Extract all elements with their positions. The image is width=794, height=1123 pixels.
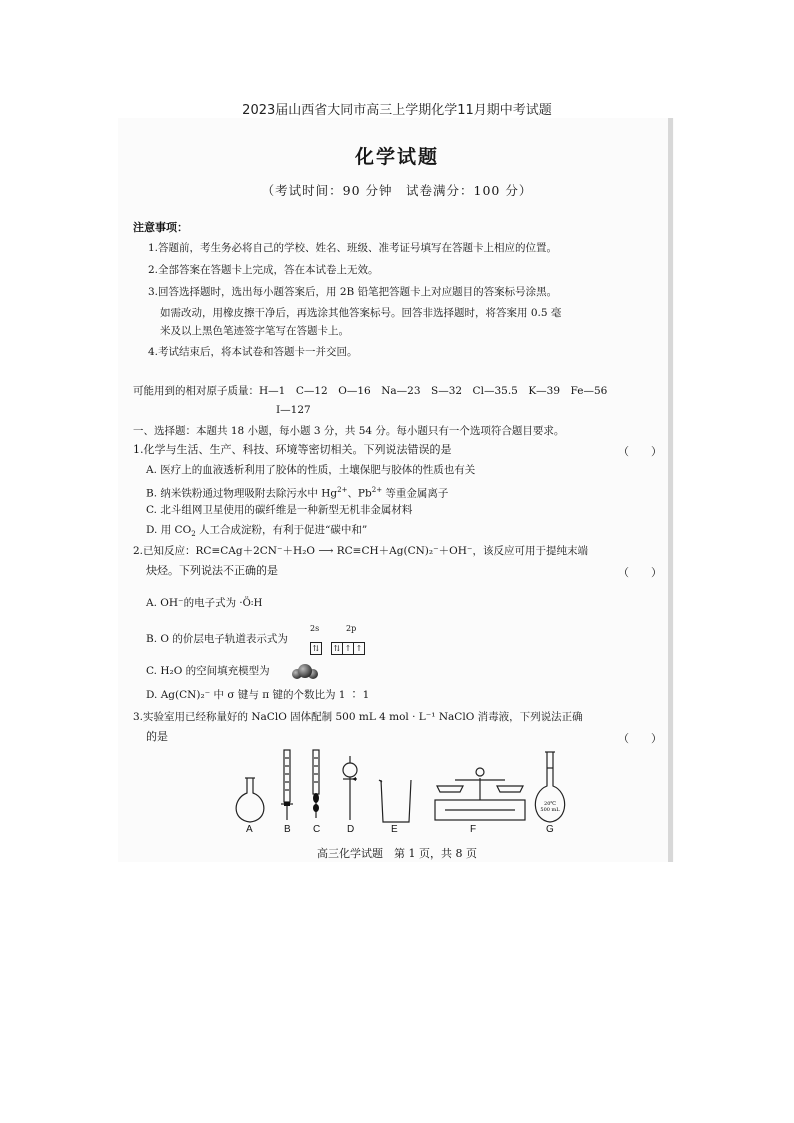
notice-item-3-cont2: 米及以上黑色笔迹签字笔写在答题卡上。 <box>160 325 349 337</box>
document-title: 2023届山西省大同市高三上学期化学11月期中考试题 <box>242 103 552 118</box>
q2-option-b-text: B. O 的价层电子轨道表示式为 <box>146 633 288 645</box>
q1-option-d-text: D. 用 CO <box>146 524 192 536</box>
q1-option-b-mid: 、Pb <box>347 487 372 500</box>
q1-option-b <box>146 483 448 501</box>
apparatus-label-f: F <box>470 824 477 835</box>
q2-option-a <box>146 596 262 611</box>
notice-item-4: 4.考试结束后，将本试卷和答题卡一并交回。 <box>148 346 358 358</box>
atomic-masses: 可能用到的相对原子质量：H—1 C—12 O—16 Na—23 S—32 Cl—35.5 K—39 Fe—56 <box>133 385 608 397</box>
q1-option-d <box>146 523 367 541</box>
flask-label-temp: 20℃ <box>544 801 556 807</box>
apparatus-label-e: E <box>391 824 398 835</box>
notice-item-2: 2.全部答案在答题卡上完成，答在本试卷上无效。 <box>148 264 379 276</box>
q1-stem: 1.化学与生活、生产、科技、环境等密切相关。下列说法错误的是 <box>133 443 452 456</box>
q1-answer-bracket: （ ） <box>618 445 662 458</box>
q2-option-c <box>146 664 270 678</box>
q1-option-d-sub: 2 <box>191 530 196 539</box>
q2-stem: 2.已知反应：RC≡CAg＋2CN⁻＋H₂O ⟶ RC≡CH＋Ag(CN)₂⁻＋OH⁻，该反应可用于提纯末端 <box>133 545 588 557</box>
scan-edge-shadow <box>668 118 673 862</box>
q3-answer-bracket: （ ） <box>618 732 662 745</box>
exam-subtitle: （考试时间：90 分钟 试卷满分：100 分） <box>261 183 533 198</box>
q2-option-b <box>146 632 288 646</box>
q1-option-b-charge1: 2+ <box>337 486 348 494</box>
q2-stem-cont: 炔烃。下列说法不正确的是 <box>146 564 278 577</box>
orbital-2p-boxes: ⇅ ↑ ↑ <box>331 636 364 655</box>
q2-option-d: D. Ag(CN)₂⁻ 中 σ 键与 π 键的个数比为 1 ∶ 1 <box>146 689 370 701</box>
q3-stem-cont: 的是 <box>146 730 168 743</box>
notice-item-3: 3.回答选择题时，选出每小题答案后，用 2B 铅笔把答题卡上对应题目的答案标号涂黑。 <box>148 286 558 298</box>
acid-burette <box>281 750 293 820</box>
beaker <box>379 780 411 822</box>
section-heading: 一、选择题：本题共 18 小题，每小题 3 分，共 54 分。每小题只有一个选项符合题目要求。 <box>133 425 565 437</box>
q2-option-a-text: A. OH⁻的电子式为 <box>146 597 237 609</box>
notice-heading: 注意事项： <box>133 221 188 234</box>
q1-option-c: C. 北斗组网卫星使用的碳纤维是一种新型无机非金属材料 <box>146 504 413 516</box>
q2-option-c-text: C. H₂O 的空间填充模型为 <box>146 665 270 677</box>
orbital-2p-label: 2p <box>346 624 357 633</box>
apparatus-label-d: D <box>347 824 355 835</box>
q1-option-a: A. 医疗上的血液透析利用了胶体的性质，土壤保肥与胶体的性质也有关 <box>146 464 476 476</box>
q2-answer-bracket: （ ） <box>618 566 662 579</box>
round-bottom-flask <box>236 778 264 822</box>
q1-option-b-post: 等重金属离子 <box>382 487 449 500</box>
atomic-masses-cont: I—127 <box>276 404 311 416</box>
separatory-funnel <box>343 756 357 820</box>
orbital-2s-box: ⇅ <box>310 636 321 655</box>
apparatus-label-g: G <box>546 824 554 835</box>
pan-balance <box>435 768 525 820</box>
water-space-filling-model <box>291 663 319 681</box>
orbital-2s-label: 2s <box>310 624 320 633</box>
apparatus-label-b: B <box>284 824 291 835</box>
apparatus-label-a: A <box>246 824 253 835</box>
page-footer: 高三化学试题 第 1 页，共 8 页 <box>317 847 477 860</box>
q2-option-a-formula: ·Ö꞉H <box>239 598 263 609</box>
q1-option-b-charge2: 2+ <box>371 486 383 494</box>
q1-option-b-text: B. 纳米铁粉通过物理吸附去除污水中 Hg <box>146 487 338 500</box>
lab-apparatus-figure <box>225 748 570 826</box>
q3-stem: 3.实验室用已经称量好的 NaClO 固体配制 500 mL 4 mol · L⁻¹ NaClO 消毒液，下列说法正确 <box>133 711 583 723</box>
notice-item-1: 1.答题前，考生务必将自己的学校、姓名、班级、准考证号填写在答题卡上相应的位置。 <box>148 242 558 254</box>
apparatus-label-c: C <box>313 824 321 835</box>
q1-option-d-post: 人工合成淀粉，有利于促进“碳中和” <box>195 524 368 536</box>
exam-title: 化学试题 <box>354 146 439 168</box>
flask-label-volume: 500 mL <box>540 807 560 813</box>
notice-item-3-cont: 如需改动，用橡皮擦干净后，再选涂其他答案标号。回答非选择题时，将答案用 0.5 毫 <box>160 307 562 319</box>
